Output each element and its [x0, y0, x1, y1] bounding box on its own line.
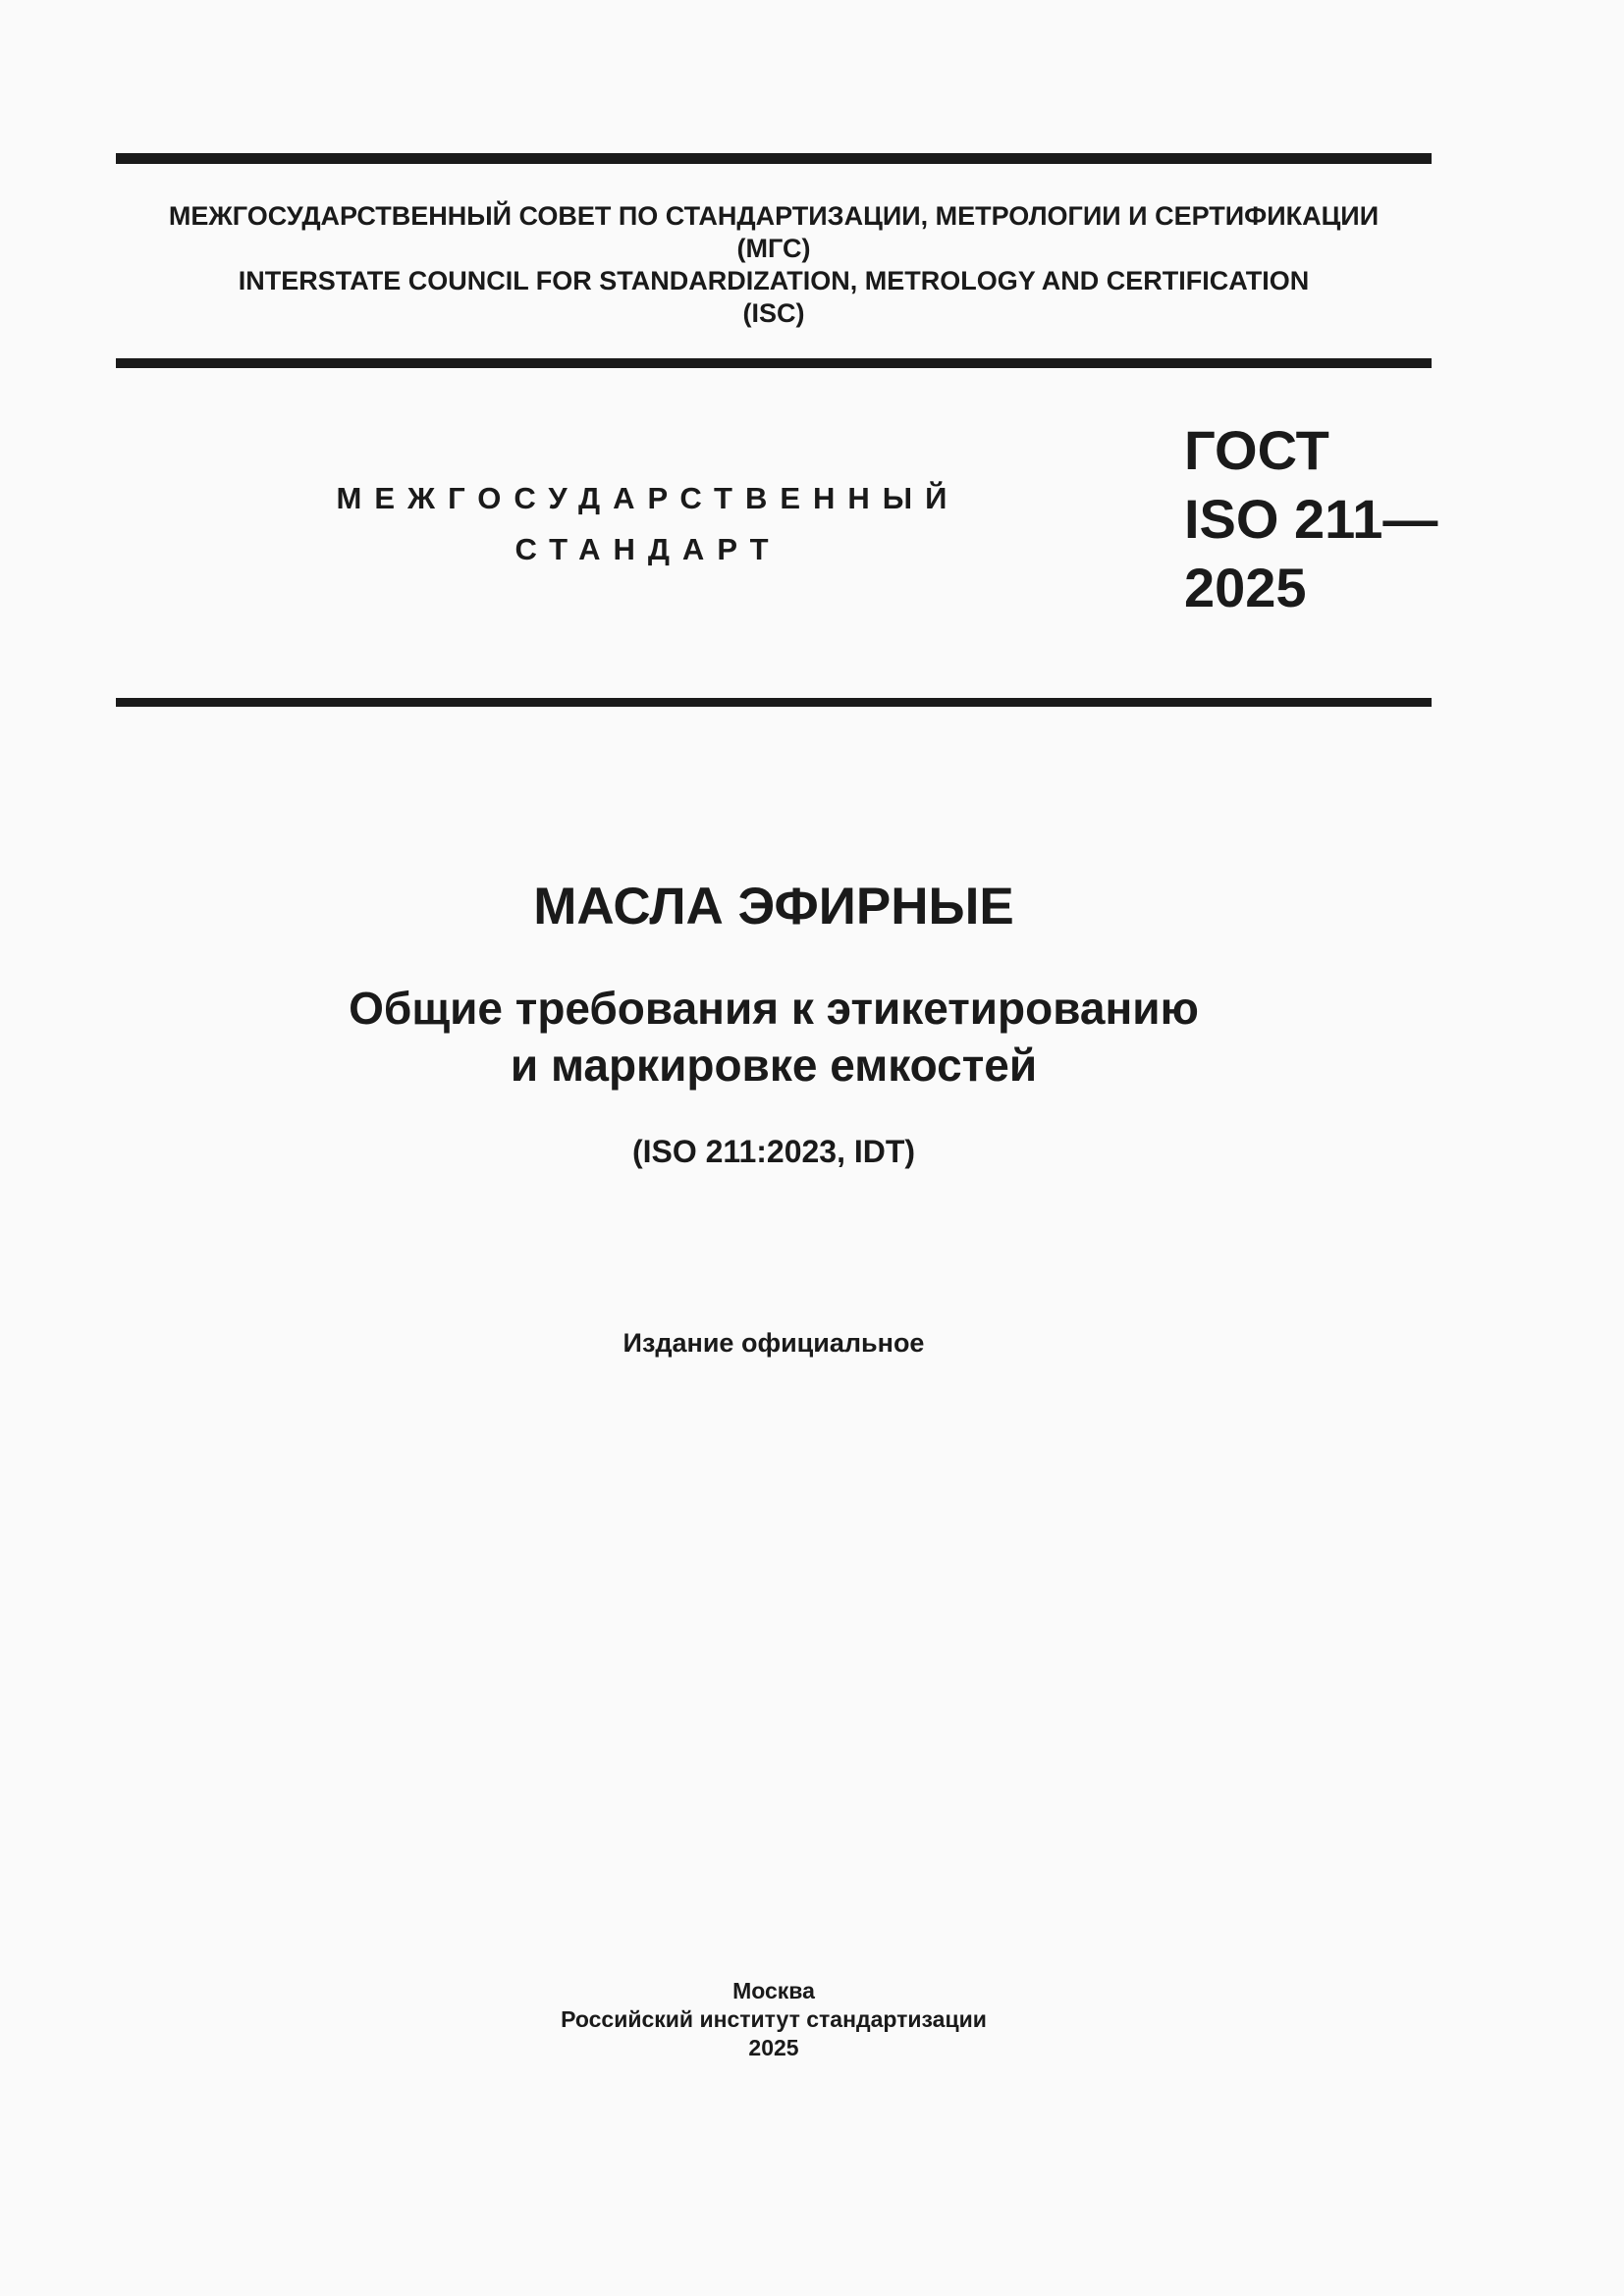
standard-type: [295, 473, 1001, 575]
document-title: МАСЛА ЭФИРНЫЕ: [533, 878, 1014, 935]
imprint-city: Москва: [732, 1978, 815, 2003]
header-bottom-divider: [116, 698, 1432, 707]
imprint-publisher: Российский институт стандартизации: [561, 2006, 987, 2032]
designation-line3: 2025: [1184, 557, 1307, 618]
council-abbr-ru: (МГС): [736, 234, 811, 263]
designation-line2: ISO 211—: [1184, 488, 1438, 550]
standard-type-line1: МЕЖГОСУДАРСТВЕННЫЙ: [336, 481, 960, 515]
iso-reference: (ISO 211:2023, IDT): [631, 1134, 916, 1169]
top-divider: [116, 153, 1432, 164]
council-name-ru: МЕЖГОСУДАРСТВЕННЫЙ СОВЕТ ПО СТАНДАРТИЗАЦИИ, МЕТРОЛОГИИ И СЕРТИФИКАЦИИ: [168, 201, 1380, 231]
standard-designation: [1184, 416, 1437, 622]
subtitle-line1: Общие требования к этикетированию: [349, 983, 1199, 1034]
imprint: [116, 1977, 1432, 2062]
council-name-en: INTERSTATE COUNCIL FOR STANDARDIZATION, METROLOGY AND CERTIFICATION: [238, 266, 1310, 295]
subtitle-line2: и маркировке емкостей: [510, 1040, 1038, 1091]
imprint-year: 2025: [748, 2035, 799, 2060]
edition-note: Издание официальное: [623, 1328, 925, 1358]
document-subtitle: [116, 980, 1432, 1094]
council-abbr-en: (ISC): [742, 298, 805, 328]
council-divider: [116, 358, 1432, 368]
standard-type-line2: СТАНДАРТ: [514, 532, 782, 566]
council-header: [116, 200, 1432, 330]
designation-line1: ГОСТ: [1184, 419, 1329, 481]
